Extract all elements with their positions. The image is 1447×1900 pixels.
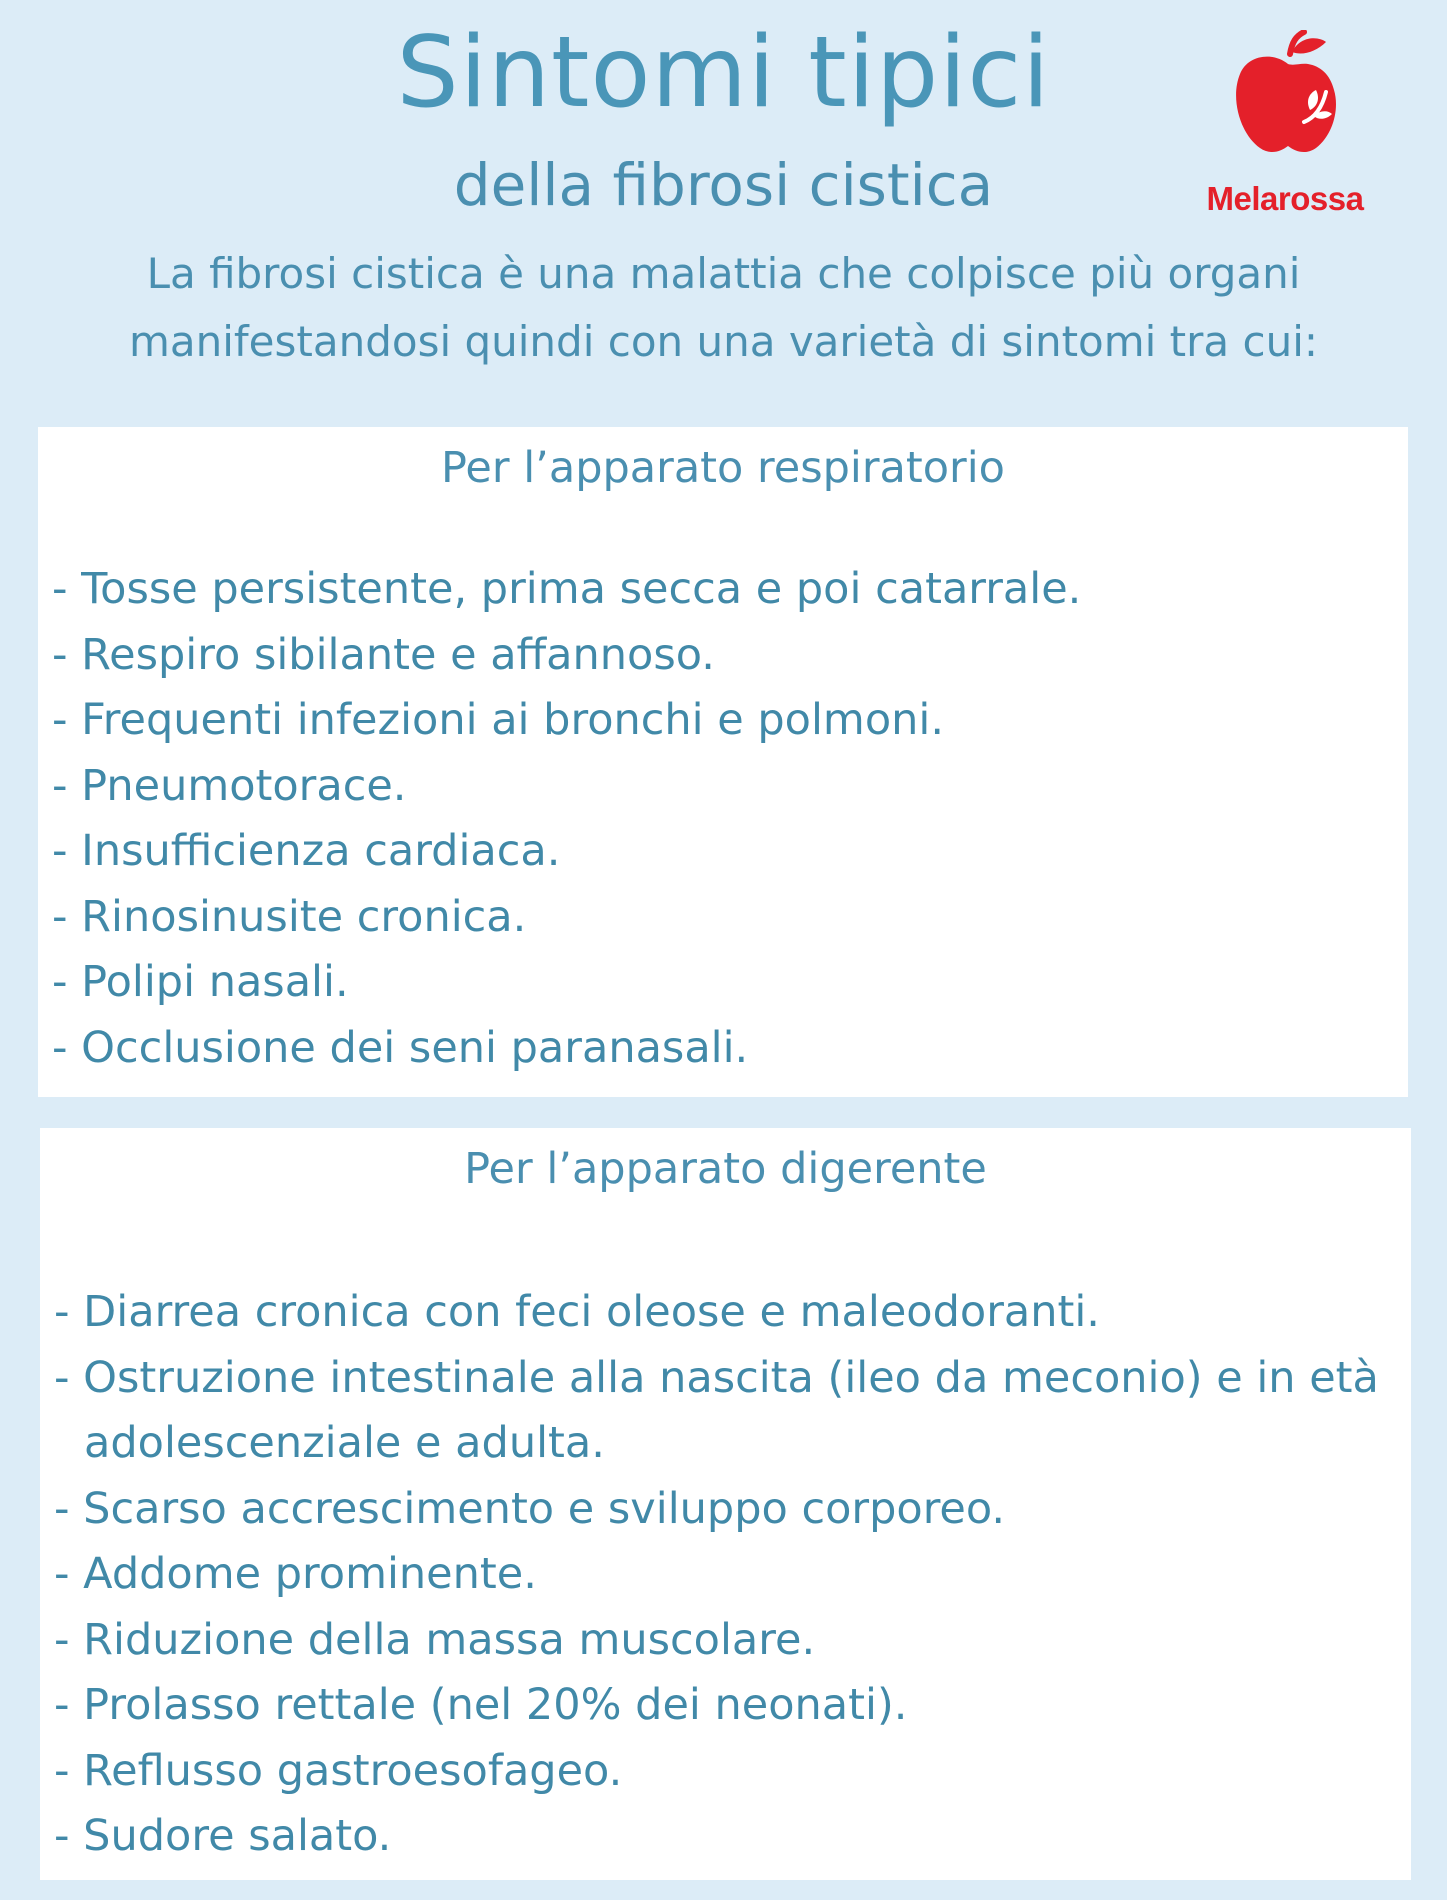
list-item: - Scarso accrescimento e sviluppo corporeo. [54, 1483, 1006, 1534]
list-item: - Tosse persistente, prima secca e poi catarrale. [52, 564, 1082, 614]
list-item: - Polipi nasali. [52, 957, 349, 1007]
header [0, 0, 1447, 420]
digestive-title: Per l’apparato digerente [464, 1144, 987, 1194]
respiratory-panel [38, 427, 1408, 1097]
list-item: - Respiro sibilante e affannoso. [52, 629, 715, 680]
list-item: - Pneumotorace. [52, 760, 407, 811]
apple-icon [1230, 30, 1340, 160]
list-item: - Addome prominente. [54, 1549, 537, 1599]
melarossa-logo [1190, 30, 1380, 220]
list-item: - Sudore salato. [54, 1811, 392, 1861]
digestive-panel [40, 1128, 1411, 1880]
list-item: - Ostruzione intestinale alla nascita (ileo da meconio) e in età adolescenziale e adulta. [54, 1352, 1379, 1468]
page-subtitle: della fibrosi cistica [453, 151, 994, 219]
digestive-list [54, 1280, 1394, 1870]
page-title: Sintomi tipici [396, 16, 1051, 130]
respiratory-list [52, 557, 1392, 1081]
list-item: - Occlusione dei seni paranasali. [52, 1022, 749, 1073]
list-item: - Riduzione della massa muscolare. [54, 1614, 816, 1665]
list-item: - Prolasso rettale (nel 20% dei neonati). [54, 1680, 908, 1730]
list-item: - Rinosinusite cronica. [52, 891, 527, 942]
list-item: - Diarrea cronica con feci oleose e maleodoranti. [54, 1287, 1100, 1337]
respiratory-title: Per l’apparato respiratorio [441, 443, 1005, 493]
list-item: - Insufficienza cardiaca. [52, 826, 561, 876]
list-item: - Reflusso gastroesofageo. [54, 1745, 623, 1796]
intro-text: La fibrosi cistica è una malattia che colpisce più organi manifestandosi quindi con una varietà di sintomi tra cui: [128, 249, 1319, 366]
list-item: - Frequenti infezioni ai bronchi e polmoni. [52, 695, 944, 745]
logo-text: Melarossa [1206, 180, 1364, 217]
